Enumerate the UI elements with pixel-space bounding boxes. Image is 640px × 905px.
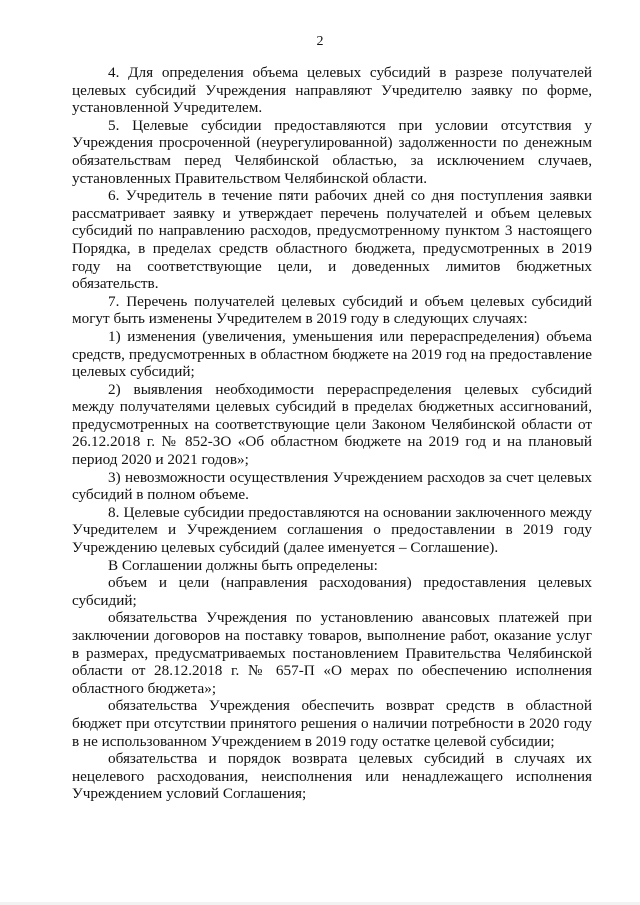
paragraph-7-item-2: 2) выявления необходимости перераспределения целевых субсидий между получателями целевых субсидий в пределах бюджетных ассигнований, предусмотренных на соответствующие цели Законом Челябинской области от 26.12.2018 г. № 852-ЗО «Об областном бюджете на 2019 год и на плановый период 2020 и 2021 годов»; (72, 380, 592, 469)
agreement-item-return: обязательства Учреждения обеспечить возврат средств в областной бюджет при отсутствии принятого решения о наличии потребности в 2020 году в не использованном Учреждением в 2019 году остатке целевой субсидии; (72, 697, 592, 750)
paragraph-6: 6. Учредитель в течение пяти рабочих дней со дня поступления заявки рассматривает заявку и утверждает перечень получателей и объем целевых субсидий по направлению расходов, предусмотренному пунктом 3 настоящего Порядка, в пределах средств областного бюджета, предусмотренных в 2019 году на соответствующие цели, и доведенных лимитов бюджетных обязательств. (72, 187, 592, 293)
page-number: 2 (316, 34, 324, 49)
paragraph-7-item-3: 3) невозможности осуществления Учреждением расходов за счет целевых субсидий в полном объеме. (72, 468, 592, 504)
paragraph-4: 4. Для определения объема целевых субсидий в разрезе получателей целевых субсидий Учреждения направляют Учредителю заявку по форме, установленной Учредителем. (72, 64, 592, 117)
agreement-item-advances: обязательства Учреждения по установлению авансовых платежей при заключении договоров на поставку товаров, выполнение работ, оказание услуг в размерах, предусматриваемых постановлением Правительства Челябинской области от 28.12.2018 г. № 657-П «О мерах по обеспечению исполнения областного бюджета»; (72, 609, 592, 697)
agreement-item-misuse: обязательства и порядок возврата целевых субсидий в случаях их нецелевого расходования, неисполнения или ненадлежащего исполнения Учреждением условий Соглашения; (72, 750, 592, 803)
paragraph-7-item-1: 1) изменения (увеличения, уменьшения или перераспределения) объема средств, предусмотренных в областном бюджете на 2019 год на предоставление целевых субсидий; (72, 327, 592, 381)
agreement-intro: В Соглашении должны быть определены: (108, 556, 378, 574)
paragraph-5: 5. Целевые субсидии предоставляются при условии отсутствия у Учреждения просроченной (неурегулированной) задолженности по денежным обязательствам перед Челябинской областью, за исключением случаев, установленных Правительством Челябинской области. (72, 116, 592, 187)
agreement-item-volume: объем и цели (направления расходования) предоставления целевых субсидий; (72, 574, 592, 609)
paragraph-8: 8. Целевые субсидии предоставляются на основании заключенного между Учредителем и Учреждением соглашения о предоставлении в 2019 году Учреждению целевых субсидий (далее именуется – Соглашение). (72, 503, 592, 557)
paragraph-7: 7. Перечень получателей целевых субсидий и объем целевых субсидий могут быть изменены Учредителем в 2019 году в следующих случаях: (72, 292, 592, 328)
document-body (72, 64, 592, 803)
